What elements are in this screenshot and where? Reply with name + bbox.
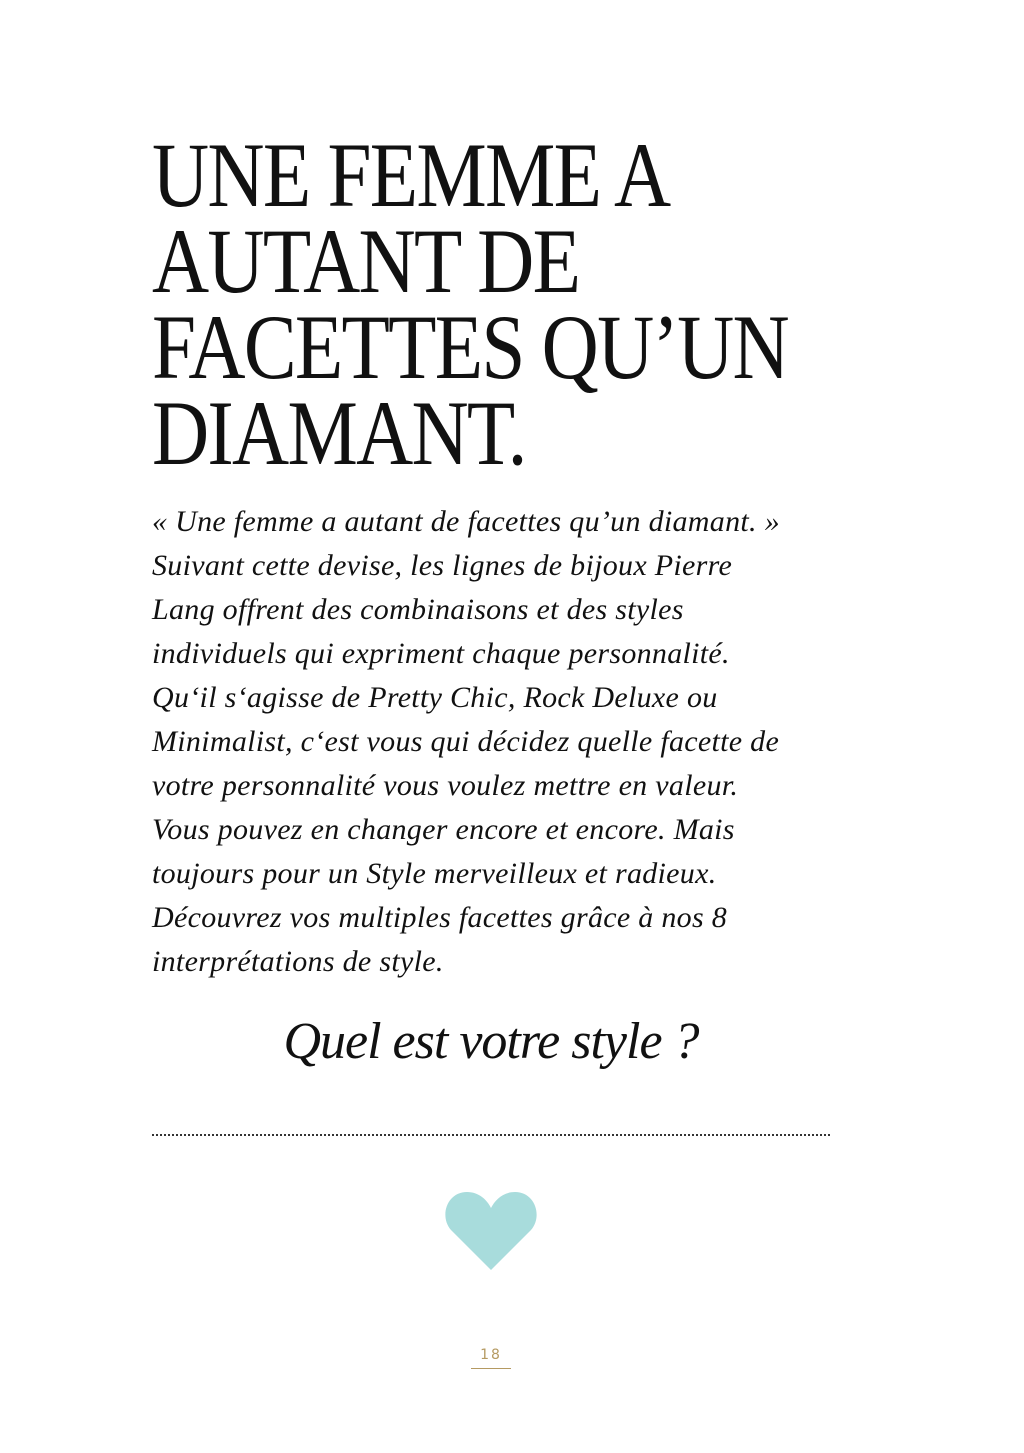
body-paragraph bbox=[152, 500, 872, 984]
body-line: interprétations de style. bbox=[152, 945, 444, 978]
style-question: Quel est votre style ? bbox=[283, 1013, 699, 1070]
body-line: Suivant cette devise, les lignes de bijoux Pierre bbox=[152, 549, 733, 582]
body-line: Lang offrent des combinaisons et des styles bbox=[152, 593, 684, 626]
headline-line: FACETTES QU’UN bbox=[152, 296, 788, 398]
body-line: toujours pour un Style merveilleux et radieux. bbox=[152, 857, 717, 890]
body-line: Minimalist, c‘est vous qui décidez quelle facette de bbox=[152, 725, 780, 758]
body-line: « Une femme a autant de facettes qu’un diamant. » bbox=[152, 505, 780, 538]
body-line: Qu‘il s‘agisse de Pretty Chic, Rock Deluxe ou bbox=[152, 681, 718, 714]
page-number-underline bbox=[471, 1368, 511, 1369]
body-line: individuels qui expriment chaque personnalité. bbox=[152, 637, 730, 670]
headline-line: DIAMANT. bbox=[152, 382, 526, 484]
page-number: 18 bbox=[480, 1347, 502, 1363]
body-line: Vous pouvez en changer encore et encore. Mais bbox=[152, 813, 735, 846]
headline-line: UNE FEMME A bbox=[152, 124, 670, 226]
body-line: votre personnalité vous voulez mettre en valeur. bbox=[152, 769, 739, 802]
headline bbox=[152, 124, 788, 484]
dotted-divider bbox=[152, 1134, 830, 1136]
heart-icon bbox=[445, 1190, 537, 1270]
body-line: Découvrez vos multiples facettes grâce à nos 8 bbox=[152, 901, 728, 934]
headline-line: AUTANT DE bbox=[152, 210, 580, 312]
